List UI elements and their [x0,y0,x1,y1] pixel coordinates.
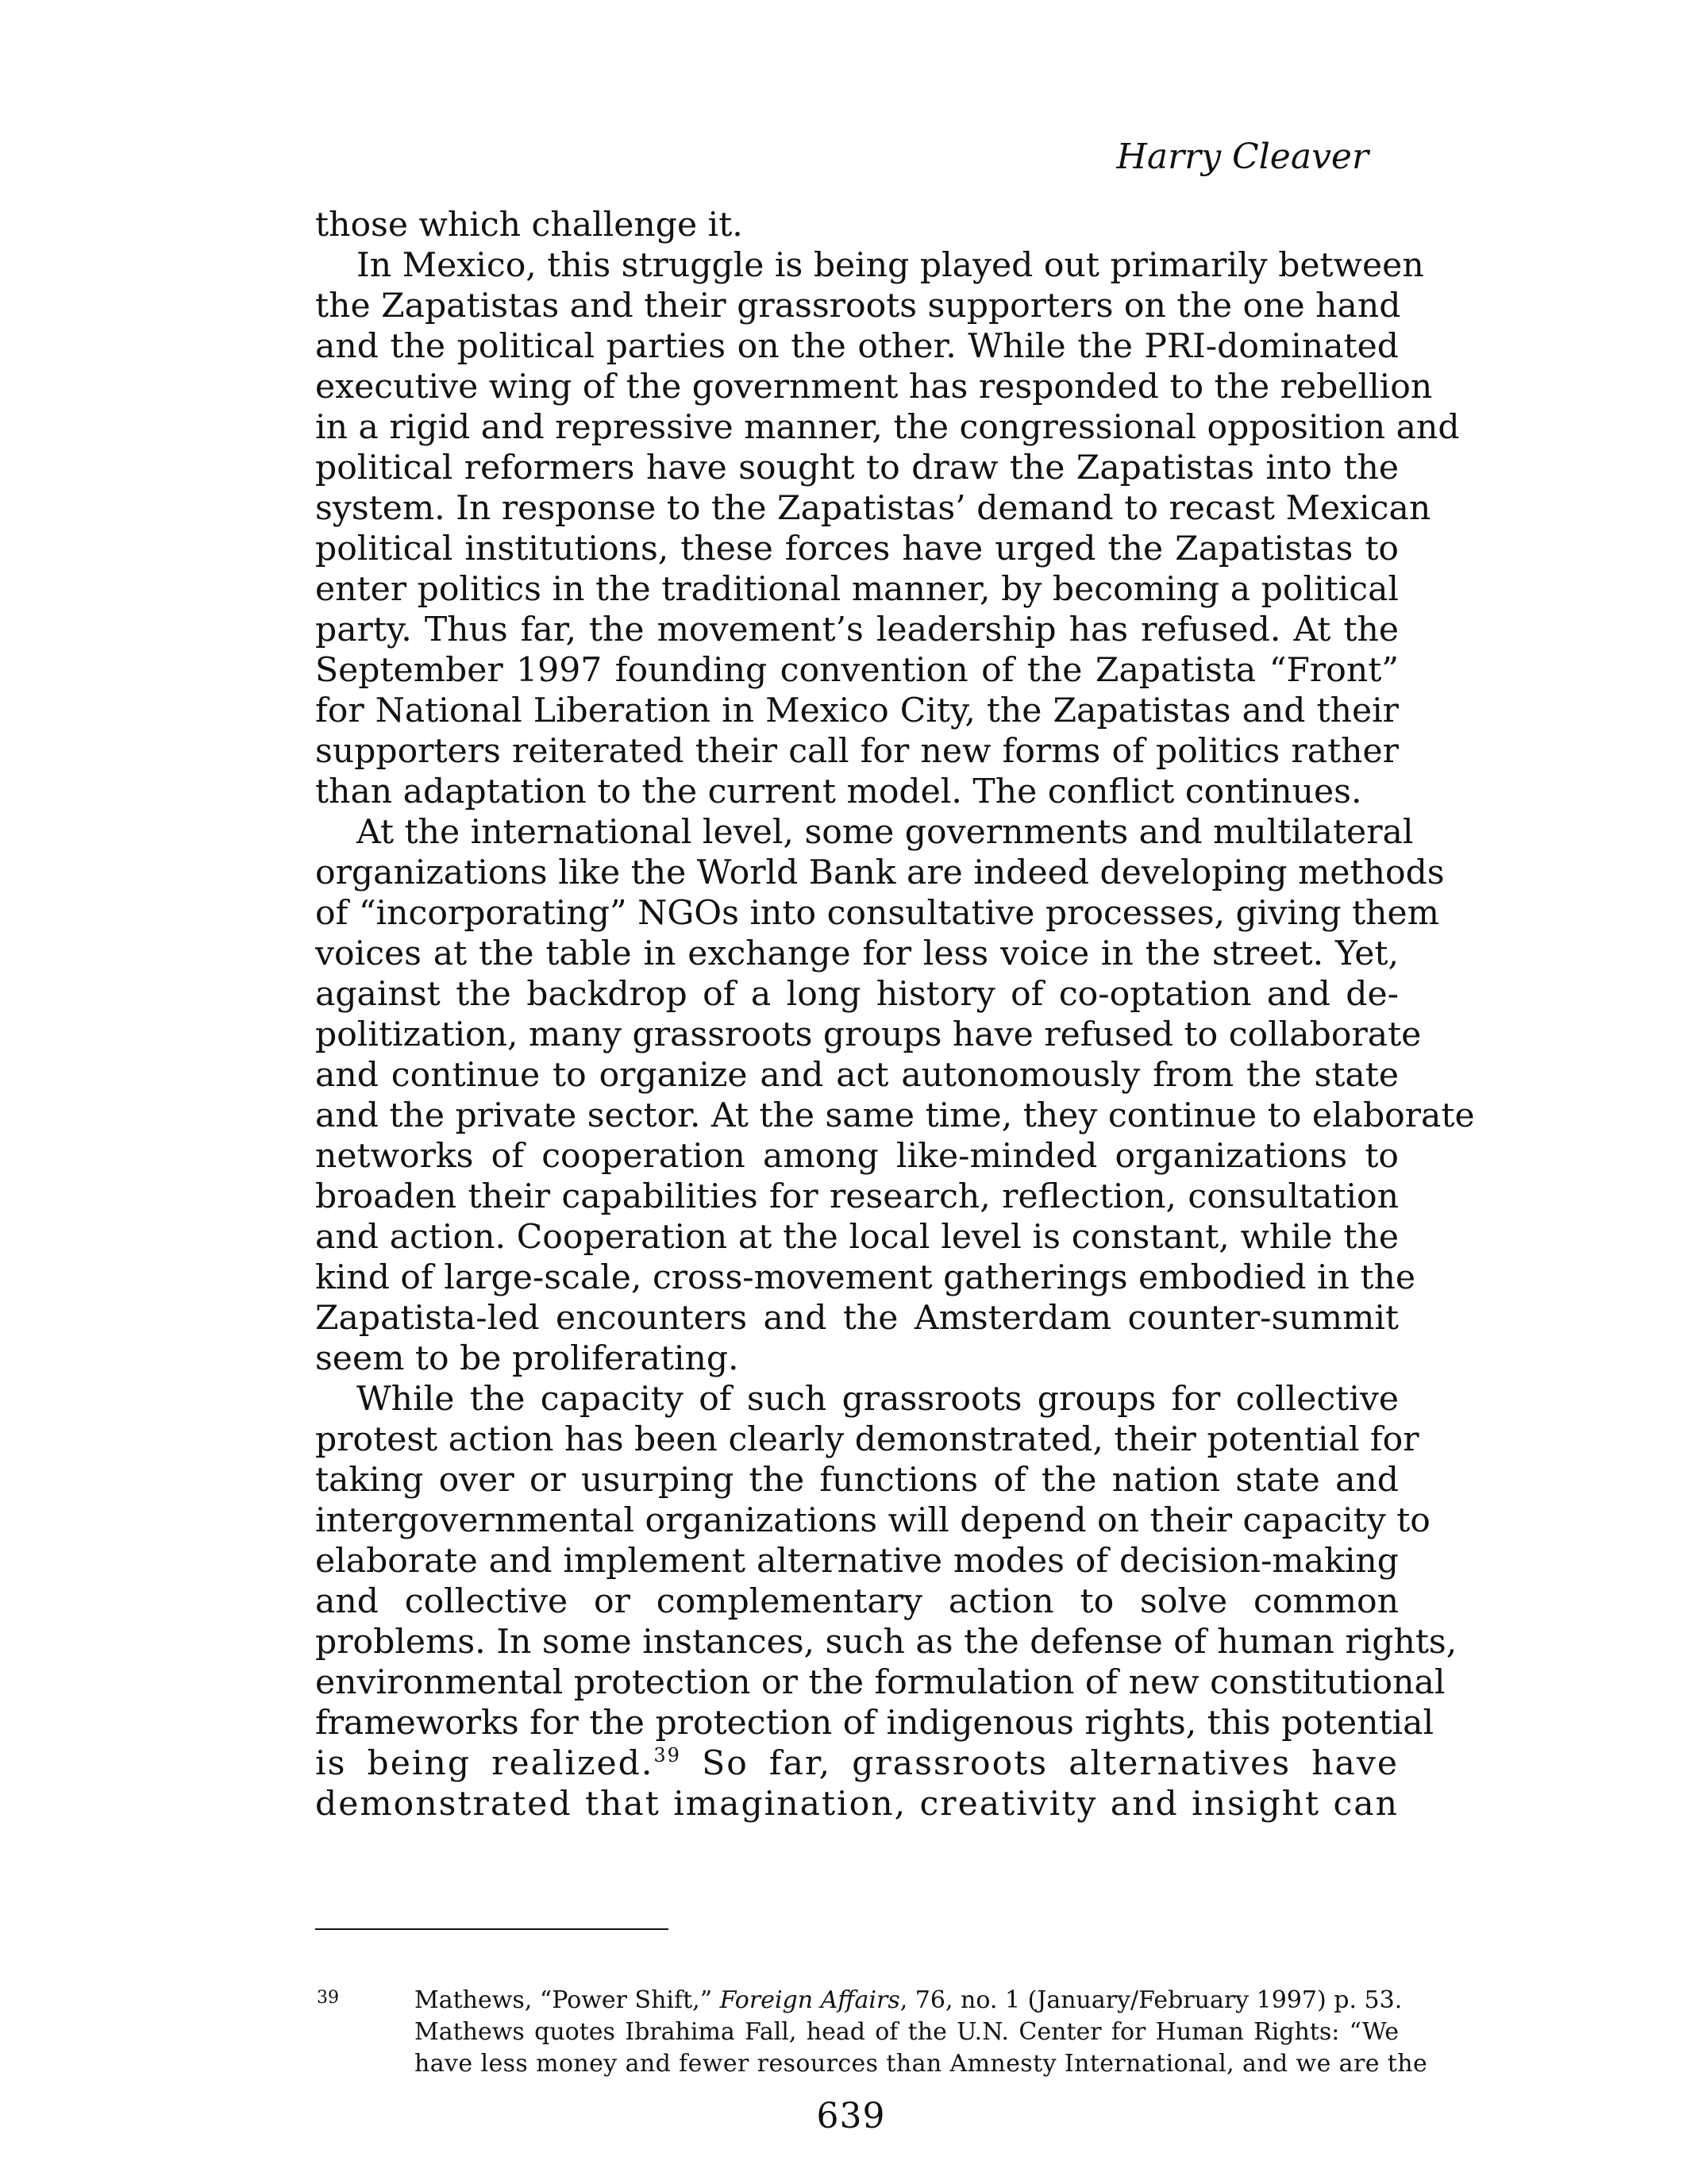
text-line: and continue to organize and act autonomously from the state [315,1056,1399,1095]
text-line: September 1997 founding convention of the Zapatista “Front” [315,651,1399,690]
text-line: frameworks for the protection of indigenous rights, this potential [315,1704,1434,1743]
text-line: party. Thus far, the movement’s leadership has refused. At the [315,611,1399,649]
paragraph-start-line: While the capacity of such grassroots groups for collective [356,1380,1399,1419]
footnote-divider [315,1928,668,1930]
text-line: voices at the table in exchange for less voice in the street. Yet, [315,934,1399,973]
text-line: and collective or complementary action to solve common [315,1582,1399,1621]
footnote-journal-title: Foreign Affairs [719,1986,900,2014]
text-line: problems. In some instances, such as the defense of human rights, [315,1623,1457,1662]
text-line: kind of large-scale, cross-movement gatherings embodied in the [315,1258,1416,1297]
footnote [315,1985,1428,2080]
text-line: than adaptation to the current model. The conflict continues. [315,772,1362,811]
text-line: of “incorporating” NGOs into consultative processes, giving them [315,894,1439,933]
text-line: the Zapatistas and their grassroots supporters on the one hand [315,287,1401,325]
text-line: intergovernmental organizations will depend on their capacity to [315,1501,1431,1540]
body-text [315,205,1475,1824]
text-line: organizations like the World Bank are indeed developing methods [315,853,1445,892]
text-line: and the political parties on the other. While the PRI-dominated [315,327,1399,366]
text-line: supporters reiterated their call for new forms of politics rather [315,732,1399,771]
text-line: taking over or usurping the functions of the nation state and [315,1461,1399,1500]
text-line: political institutions, these forces have urged the Zapatistas to [315,530,1399,568]
text-line: protest action has been clearly demonstrated, their potential for [315,1420,1419,1459]
text-segment: is being realized. [315,1744,654,1783]
text-segment: So far, grassroots alternatives have [702,1744,1400,1783]
text-line: environmental protection or the formulation of new constitutional [315,1663,1446,1702]
footnote-line [315,1985,1403,2016]
text-line: in a rigid and repressive manner, the congressional opposition and [315,408,1460,447]
footnote-line: Mathews quotes Ibrahima Fall, head of the U.N. Center for Human Rights: “We [414,2018,1399,2046]
running-head-author: Harry Cleaver [1116,137,1369,177]
text-line: system. In response to the Zapatistas’ demand to recast Mexican [315,489,1431,528]
footnote-text: Mathews, “Power Shift,” [414,1986,713,2014]
text-line: and action. Cooperation at the local level is constant, while the [315,1218,1399,1257]
text-line: enter politics in the traditional manner, by becoming a political [315,570,1399,609]
text-line: politization, many grassroots groups have refused to collaborate [315,1015,1422,1054]
footnote-line: have less money and fewer resources than Amnesty International, and we are the [414,2050,1428,2078]
text-line: against the backdrop of a long history of co-optation and de- [315,975,1399,1014]
text-line: and the private sector. At the same time, they continue to elaborate [315,1096,1475,1135]
text-line: elaborate and implement alternative modes of decision-making [315,1542,1399,1581]
text-line: those which challenge it. [315,206,743,245]
footnote-text: , 76, no. 1 (January/February 1997) p. 53. [899,1986,1403,2014]
text-line: executive wing of the government has responded to the rebellion [315,368,1433,406]
paragraph-start-line: At the international level, some governments and multilateral [356,813,1414,852]
paragraph-start-line: In Mexico, this struggle is being played out primarily between [356,246,1424,285]
text-line: for National Liberation in Mexico City, the Zapatistas and their [315,691,1399,730]
text-line: demonstrated that imagination, creativity and insight can [315,1785,1399,1824]
text-line: Zapatista-led encounters and the Amsterdam counter-summit [315,1299,1399,1338]
page-number: 639 [816,2096,886,2136]
footnote-number: 39 [317,1988,339,2008]
text-line: political reformers have sought to draw the Zapatistas into the [315,449,1399,487]
text-line: seem to be proliferating. [315,1339,739,1378]
text-line: broaden their capabilities for research, reflection, consultation [315,1177,1399,1216]
footnote-reference: 39 [653,1744,681,1766]
text-line: networks of cooperation among like-minded organizations to [315,1137,1399,1176]
text-line-with-footnote [315,1743,1399,1784]
